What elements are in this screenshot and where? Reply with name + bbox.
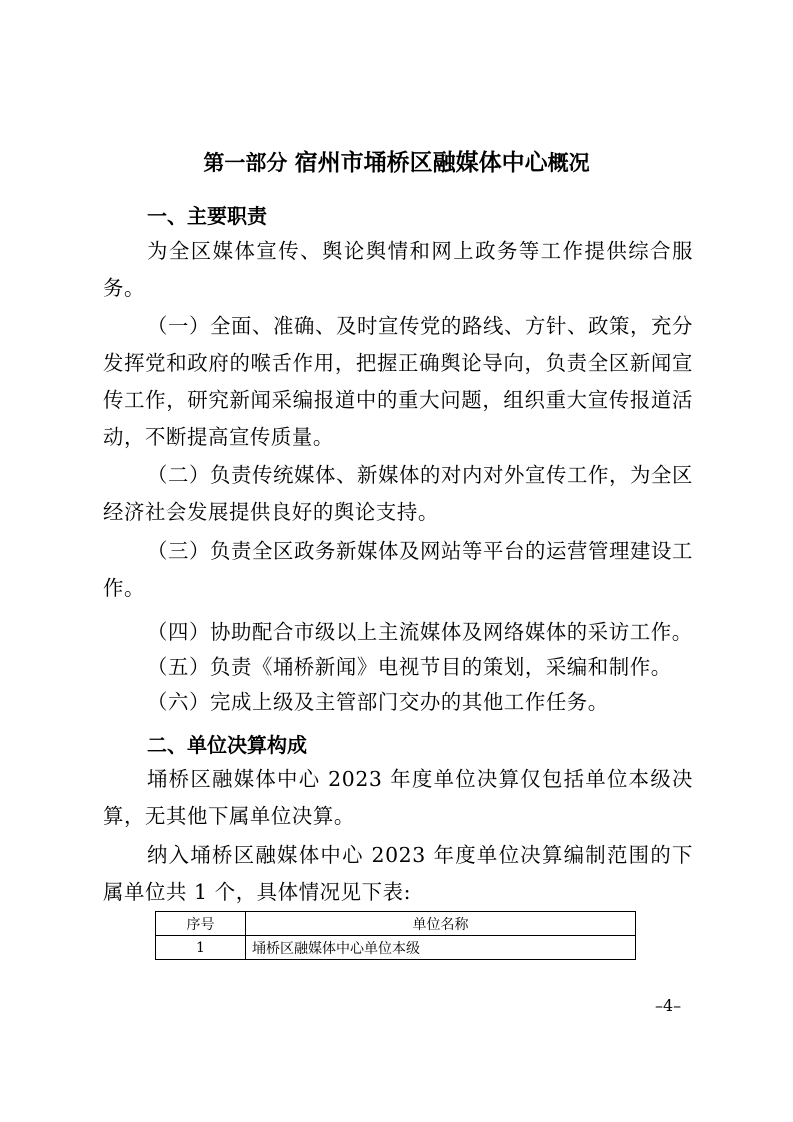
duty-item-4: （四）协助配合市级以上主流媒体及网络媒体的采访工作。 [147, 620, 693, 644]
composition-paragraph-2: 纳入埇桥区融媒体中心 2023 年度单位决算编制范围的下属单位共 1 个，具体情况见下表: [103, 843, 693, 904]
page-number: –4– [655, 996, 682, 1015]
duties-intro: 为全区媒体宣传、舆论舆情和网上政务等工作提供综合服务。 [103, 239, 693, 300]
section-heading-composition: 二、单位决算构成 [147, 733, 307, 757]
duty-item-3: （三）负责全区政务新媒体及网站等平台的运营管理建设工作。 [103, 539, 693, 600]
table-cell-unit-name: 埇桥区融媒体中心单位本级 [246, 936, 636, 960]
page-title [0, 144, 793, 177]
title-prefix: 第一部分 [203, 151, 288, 175]
table-header-row [156, 912, 636, 936]
composition-paragraph-1: 埇桥区融媒体中心 2023 年度单位决算仅包括单位本级决算，无其他下属单位决算。 [103, 767, 693, 828]
unit-table [155, 911, 636, 960]
title-main: 宿州市埇桥区融媒体中心 [294, 150, 548, 176]
duty-item-1: （一）全面、准确、及时宣传党的路线、方针、政策，充分发挥党和政府的喉舌作用，把握正确舆论导向，负责全区新闻宣传工作，研究新闻采编报道中的重大问题，组织重大宣传报道活动，不断提高宣传质量。 [103, 314, 693, 449]
section-heading-duties: 一、主要职责 [147, 204, 267, 228]
table-cell-seq: 1 [156, 936, 246, 960]
duty-item-6: （六）完成上级及主管部门交办的其他工作任务。 [147, 690, 609, 714]
duty-item-2: （二）负责传统媒体、新媒体的对内对外宣传工作，为全区经济社会发展提供良好的舆论支持。 [103, 463, 693, 524]
table-header-seq: 序号 [156, 912, 246, 936]
table-row [156, 936, 636, 960]
duty-item-5: （五）负责《埇桥新闻》电视节目的策划，采编和制作。 [147, 655, 672, 679]
table-header-unit-name: 单位名称 [246, 912, 636, 936]
title-suffix: 概况 [547, 151, 590, 175]
